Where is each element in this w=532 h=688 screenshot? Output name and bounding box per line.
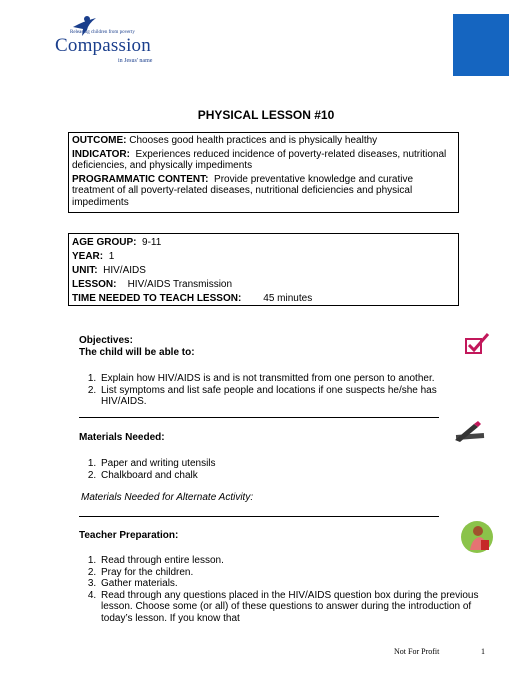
year-value: 1 [108, 251, 115, 262]
list-item [99, 590, 479, 625]
unit-label: UNIT: [72, 265, 98, 276]
objectives-subheading: The child will be able to: [79, 347, 195, 358]
list-item: 1. Read through entire lesson. [99, 555, 479, 567]
list-item: 1. Paper and writing utensils [99, 458, 399, 470]
age-label: AGE GROUP: [72, 237, 137, 248]
list-item: 2. List symptoms and list safe people and locations if one suspects he/she has HIV/AIDS. [99, 385, 479, 408]
materials-heading: Materials Needed: [79, 432, 165, 443]
lesson-value: HIV/AIDS Transmission [127, 279, 233, 290]
list-item: 2. Pray for the children. [99, 567, 479, 579]
list-item: 1. Explain how HIV/AIDS is and is not transmitted from one person to another. [99, 373, 479, 385]
page-title: PHYSICAL LESSON #10 [197, 108, 335, 122]
checkmark-box-icon [464, 333, 490, 355]
indicator-text: Experiences reduced incidence of poverty-related diseases, nutritional deficiencies, and physically impediments [72, 148, 447, 171]
footer-text: Not For Profit [394, 647, 440, 656]
outcome-box [68, 132, 459, 213]
age-value: 9-11 [142, 237, 162, 248]
logo-subtitle: in Jesus' name [118, 58, 153, 64]
page-number: 1 [481, 647, 485, 656]
outcome-text: Chooses good health practices and is physically healthy [129, 135, 378, 146]
lesson-info-box [68, 233, 459, 306]
logo-tagline: Releasing children from poverty [70, 30, 135, 35]
time-value: 45 minutes [263, 293, 313, 304]
divider [79, 417, 439, 418]
year-label: YEAR: [72, 251, 104, 262]
outcome-label: OUTCOME: [72, 135, 127, 146]
corner-color-block [453, 14, 509, 76]
preparation-list [79, 555, 479, 624]
programmatic-label: PROGRAMMATIC CONTENT: [72, 173, 209, 185]
lesson-label: LESSON: [72, 279, 117, 290]
alternate-materials-label: Materials Needed for Alternate Activity: [81, 492, 254, 503]
logo-name: Compassion [55, 35, 151, 56]
programmatic-text: Provide preventative knowledge and curative treatment of all poverty-related diseases, nutritional deficiencies and physical impediments [72, 173, 414, 208]
indicator-label: INDICATOR: [72, 148, 130, 160]
time-label: TIME NEEDED TO TEACH LESSON: [72, 293, 242, 304]
preparation-heading: Teacher Preparation: [79, 530, 179, 541]
divider [79, 516, 439, 517]
unit-value: HIV/AIDS [103, 265, 146, 276]
objectives-heading: Objectives: [79, 335, 133, 346]
objectives-list [79, 373, 479, 408]
list-item: 3. Gather materials. [99, 578, 479, 590]
list-item: 2. Chalkboard and chalk [99, 470, 399, 482]
teacher-icon [460, 520, 494, 554]
materials-list [79, 458, 399, 481]
list-item-text: Read through any questions placed in the HIV/AIDS question box during the previous lesson. Choose some (or all) of these questions to answer during the introduction of today’s lesson. If you know that [101, 589, 479, 624]
pencil-ruler-icon [452, 420, 486, 444]
